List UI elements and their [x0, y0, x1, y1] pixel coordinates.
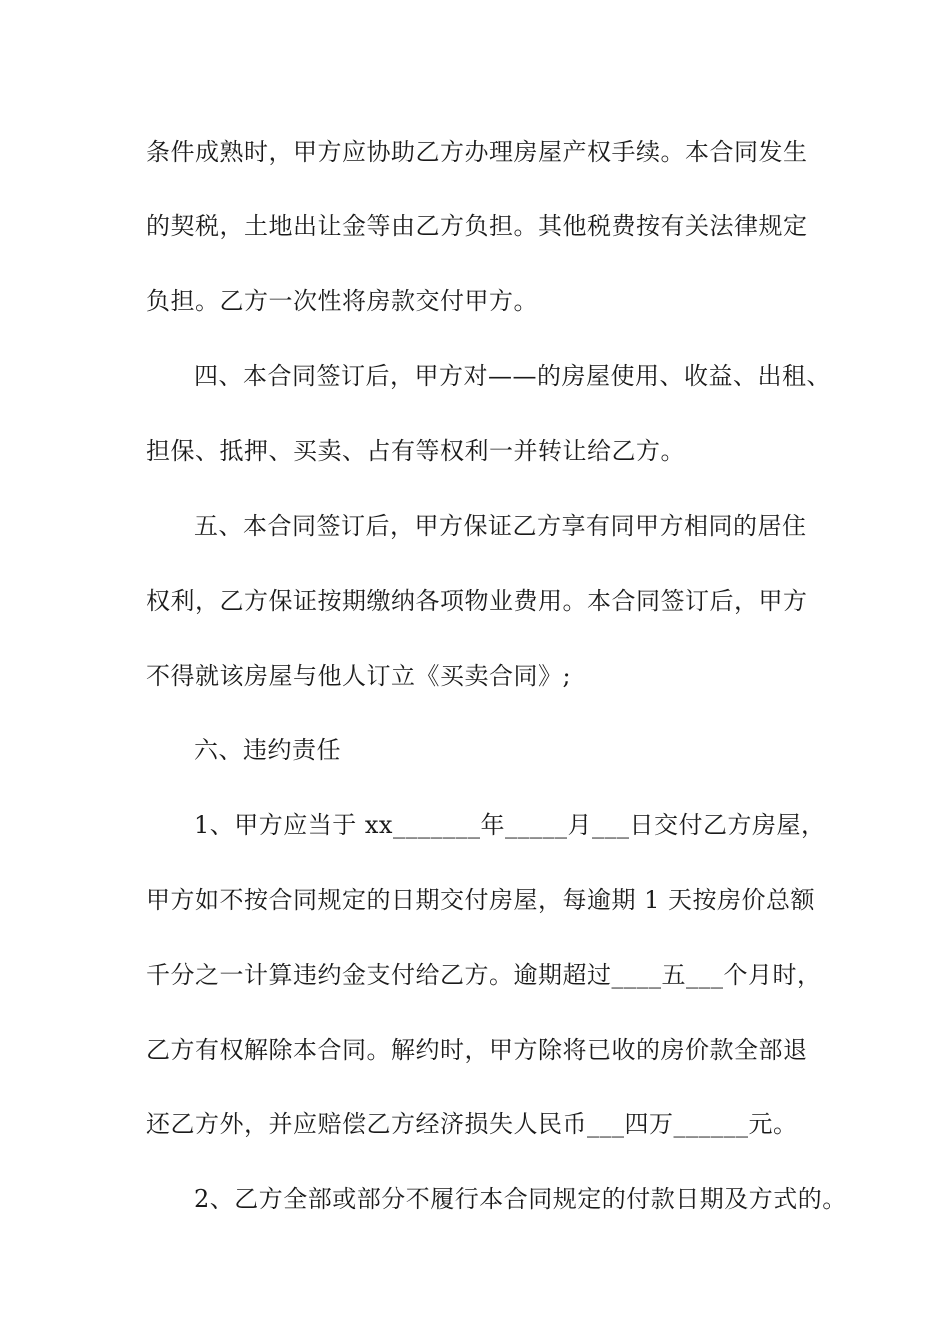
text-line: 条件成熟时，甲方应协助乙方办理房屋产权手续。本合同发生 [146, 138, 808, 166]
text-line: 担保、抵押、买卖、占有等权利一并转让给乙方。 [146, 437, 685, 465]
text-line: 还乙方外，并应赔偿乙方经济损失人民币___四万______元。 [146, 1110, 798, 1138]
text-line: 乙方有权解除本合同。解约时，甲方除将已收的房价款全部退 [146, 1036, 808, 1064]
text-line: 权利，乙方保证按期缴纳各项物业费用。本合同签订后，甲方 [146, 587, 808, 615]
text-line: 甲方如不按合同规定的日期交付房屋，每逾期 1 天按房价总额 [146, 886, 816, 914]
clause-one: 1、甲方应当于 xx_______年_____月___日交付乙方房屋， [194, 811, 826, 839]
clause-two: 2、乙方全部或部分不履行本合同规定的付款日期及方式的。 [194, 1185, 847, 1213]
text-line: 千分之一计算违约金支付给乙方。逾期超过____五___个月时， [146, 961, 822, 989]
section-heading-five: 五、本合同签订后，甲方保证乙方享有同甲方相同的居住 [194, 512, 807, 540]
text-line: 负担。乙方一次性将房款交付甲方。 [146, 287, 538, 315]
text-line: 的契税，土地出让金等由乙方负担。其他税费按有关法律规定 [146, 212, 808, 240]
section-heading-six: 六、违约责任 [194, 736, 341, 764]
section-heading-four: 四、本合同签订后，甲方对——的房屋使用、收益、出租、 [194, 362, 831, 390]
text-line: 不得就该房屋与他人订立《买卖合同》; [146, 662, 572, 690]
